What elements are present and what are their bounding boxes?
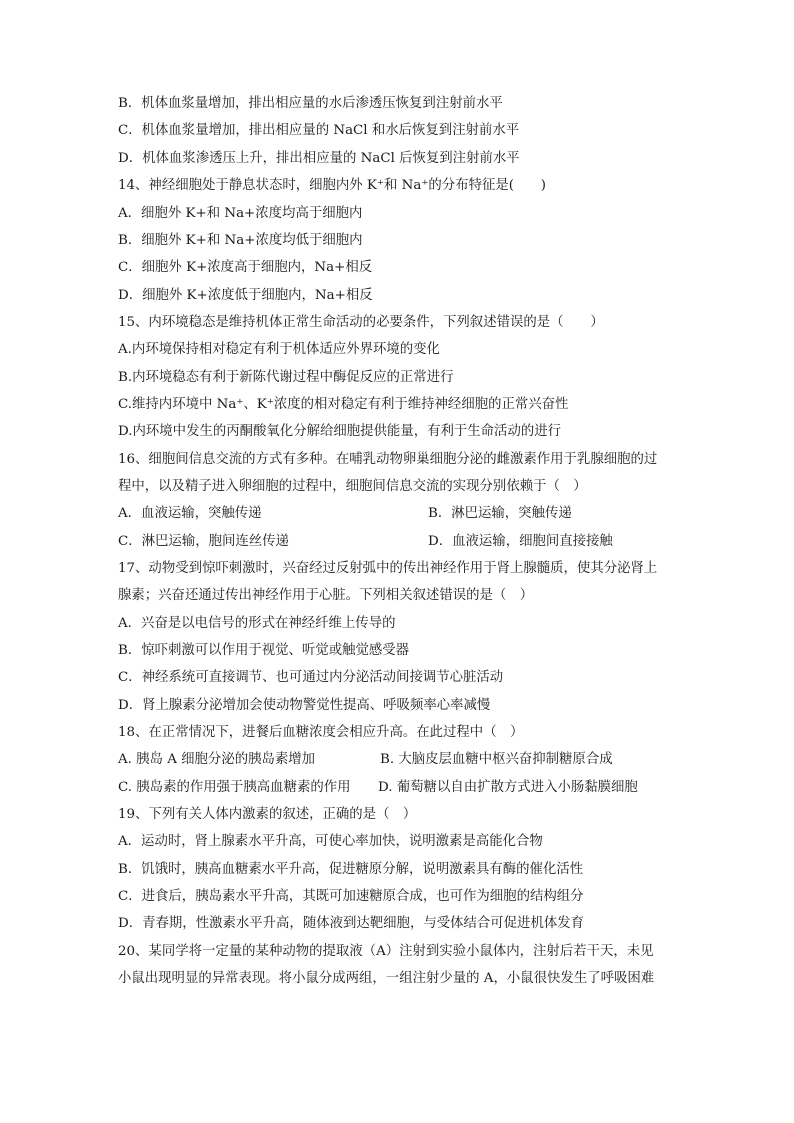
q16-option-b: B．淋巴运输，突触传递: [428, 506, 572, 521]
q17-stem-line1: 17、动物受到惊吓刺激时，兴奋经过反射弧中的传出神经作用于肾上腺髓质，使其分泌肾上: [118, 561, 658, 576]
q16-option-d: D．血液运输，细胞间直接接触: [428, 534, 613, 549]
q14-option-a: A．细胞外 K+和 Na+浓度均高于细胞内: [118, 206, 363, 221]
q15-option-d: D.内环境中发生的丙酮酸氧化分解给细胞提供能量，有利于生命活动的进行: [118, 424, 562, 439]
q17-option-b: B．惊吓刺激可以作用于视觉、听觉或触觉感受器: [118, 643, 410, 658]
q18-option-d: D. 葡萄糖以自由扩散方式进入小肠黏膜细胞: [378, 780, 638, 795]
q19-option-d: D．青春期，性激素水平升高，随体液到达靶细胞，与受体结合可促进机体发育: [118, 916, 585, 931]
q13-option-b: B．机体血浆量增加，排出相应量的水后渗透压恢复到注射前水平: [118, 96, 503, 111]
q15-option-b: B.内环境稳态有利于新陈代谢过程中酶促反应的正常进行: [118, 370, 454, 385]
q13-option-d: D．机体血浆渗透压上升，排出相应量的 NaCl 后恢复到注射前水平: [118, 151, 520, 166]
q18-option-a: A. 胰岛 A 细胞分泌的胰岛素增加: [118, 752, 316, 767]
q14-stem: 14、神经细胞处于静息状态时，细胞内外 K⁺和 Na⁺的分布特征是( ): [118, 178, 546, 193]
q18-stem: 18、在正常情况下，进餐后血糖浓度会相应升高。在此过程中（ ）: [118, 725, 524, 740]
q20-stem-line2: 小鼠出现明显的异常表现。将小鼠分成两组，一组注射少量的 A，小鼠很快发生了呼吸困难: [118, 971, 655, 986]
q16-stem-line1: 16、细胞间信息交流的方式有多种。在哺乳动物卵巢细胞分泌的雌激素作用于乳腺细胞的过: [118, 452, 658, 467]
q19-option-c: C．进食后，胰岛素水平升高，其既可加速糖原合成，也可作为细胞的结构组分: [118, 889, 584, 904]
q17-option-d: D．肾上腺素分泌增加会使动物警觉性提高、呼吸频率心率减慢: [118, 698, 491, 713]
q20-stem-line1: 20、某同学将一定量的某种动物的提取液（A）注射到实验小鼠体内，注射后若干天，未见: [118, 944, 654, 959]
q17-option-a: A．兴奋是以电信号的形式在神经纤维上传导的: [118, 616, 396, 631]
q15-option-c: C.维持内环境中 Na⁺、K⁺浓度的相对稳定有利于维持神经细胞的正常兴奋性: [118, 397, 569, 412]
q19-stem: 19、下列有关人体内激素的叙述，正确的是（ ）: [118, 807, 417, 822]
q18-option-c: C. 胰岛素的作用强于胰高血糖素的作用: [118, 780, 351, 795]
q15-option-a: A.内环境保持相对稳定有利于机体适应外界环境的变化: [118, 342, 440, 357]
q14-option-d: D．细胞外 K+浓度低于细胞内，Na+相反: [118, 288, 373, 303]
q16-option-c: C．淋巴运输，胞间连丝传递: [118, 534, 289, 549]
q14-option-b: B．细胞外 K+和 Na+浓度均低于细胞内: [118, 233, 363, 248]
q17-stem-line2: 腺素；兴奋还通过传出神经作用于心脏。下列相关叙述错误的是（ ）: [118, 588, 534, 603]
q16-stem-line2: 程中，以及精子进入卵细胞的过程中，细胞间信息交流的实现分别依赖于（ ）: [118, 479, 587, 494]
q15-stem: 15、内环境稳态是维持机体正常生命活动的必要条件，下列叙述错误的是（ ）: [118, 315, 604, 330]
q14-option-c: C．细胞外 K+浓度高于细胞内，Na+相反: [118, 260, 373, 275]
q19-option-a: A．运动时，肾上腺素水平升高，可使心率加快，说明激素是高能化合物: [118, 834, 543, 849]
q13-option-c: C．机体血浆量增加，排出相应量的 NaCl 和水后恢复到注射前水平: [118, 123, 520, 138]
q17-option-c: C．神经系统可直接调节、也可通过内分泌活动间接调节心脏活动: [118, 670, 504, 685]
q16-option-a: A．血液运输，突触传递: [118, 506, 262, 521]
q18-option-b: B. 大脑皮层血糖中枢兴奋抑制糖原合成: [380, 752, 613, 767]
q19-option-b: B．饥饿时，胰高血糖素水平升高，促进糖原分解，说明激素具有酶的催化活性: [118, 862, 584, 877]
